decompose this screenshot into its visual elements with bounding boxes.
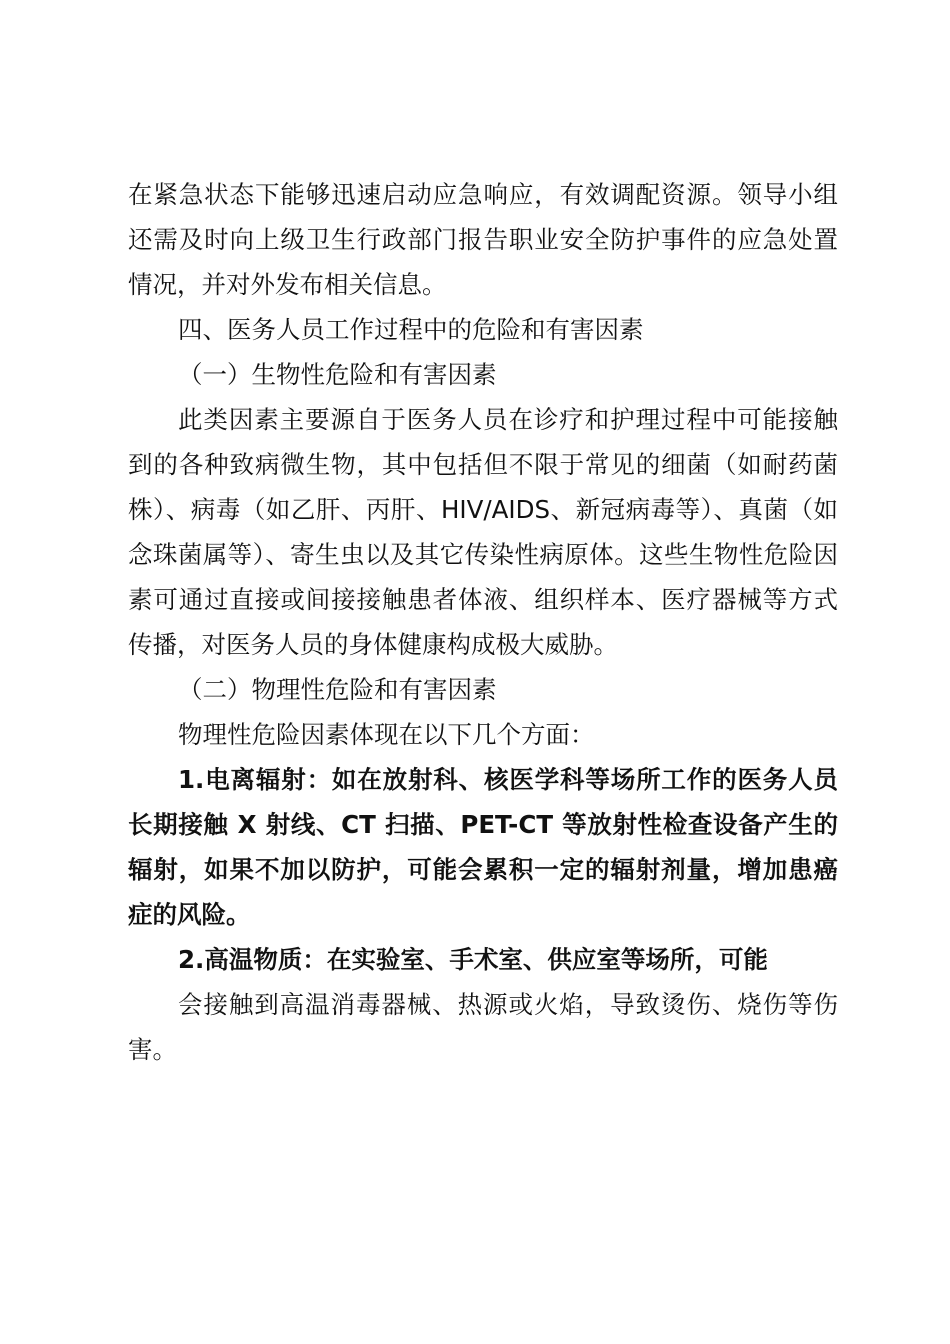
paragraph-biological-hazards: 此类因素主要源自于医务人员在诊疗和护理过程中可能接触到的各种致病微生物，其中包括但不限于常见的细菌（如耐药菌株）、病毒（如乙肝、丙肝、HIV/AIDS、新冠病毒等）、真菌（如念珠菌属等）、寄生虫以及其它传染性病原体。这些生物性危险因素可通过直接或间接接触患者体液、组织样本、医疗器械等方式传播，对医务人员的身体健康构成极大威胁。 <box>128 405 838 659</box>
section-heading-4: 四、医务人员工作过程中的危险和有害因素 <box>178 315 644 344</box>
paragraph-physical-intro: 物理性危险因素体现在以下几个方面： <box>178 720 595 749</box>
paragraph-burn-injury: 会接触到高温消毒器械、热源或火焰，导致烫伤、烧伤等伤害。 <box>128 990 838 1064</box>
subsection-heading-physical: （二）物理性危险和有害因素 <box>178 675 497 704</box>
document-body <box>128 172 838 1072</box>
subsection-heading-biological: （一）生物性危险和有害因素 <box>178 360 497 389</box>
paragraph-high-temperature: 2.高温物质：在实验室、手术室、供应室等场所，可能 <box>178 945 768 974</box>
paragraph-emergency-response: 在紧急状态下能够迅速启动应急响应，有效调配资源。领导小组还需及时向上级卫生行政部门报告职业安全防护事件的应急处置情况，并对外发布相关信息。 <box>128 180 838 299</box>
paragraph-ionizing-radiation: 1.电离辐射：如在放射科、核医学科等场所工作的医务人员长期接触 X 射线、CT 扫描、PET-CT 等放射性检查设备产生的辐射，如果不加以防护，可能会累积一定的辐射剂量，增加患癌症的风险。 <box>128 765 838 929</box>
